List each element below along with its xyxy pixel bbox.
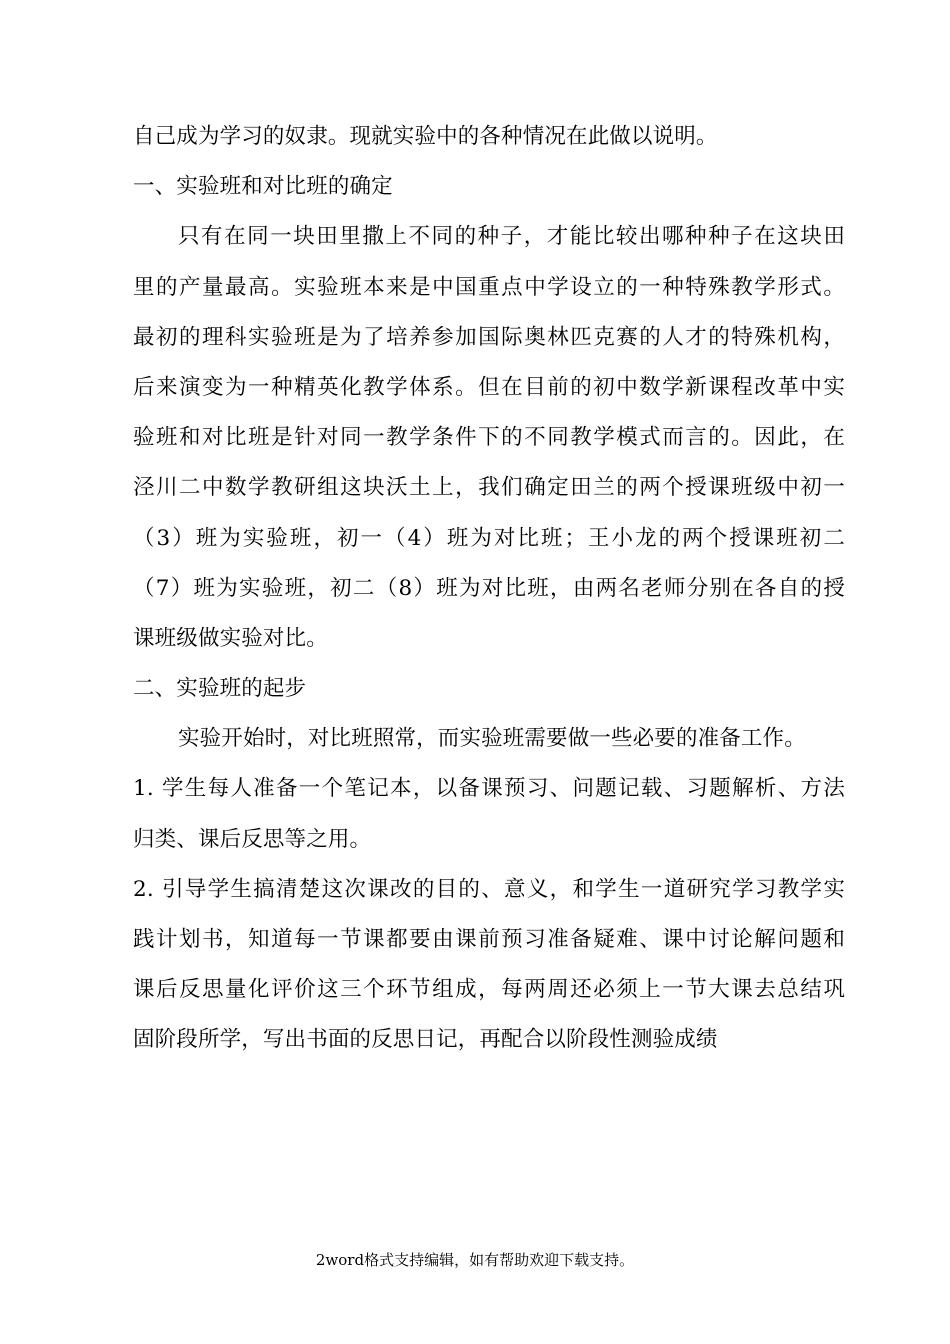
page-footer: 2word格式支持编辑，如有帮助欢迎下载支持。 [315,1251,635,1269]
text-line: 课班级做实验对比。 [133,625,328,651]
text-line: 泾川二中数学教研组这块沃土上，我们确定田兰的两个授课班级中初一 [133,475,845,501]
text-line: 后来演变为一种精英化教学体系。但在目前的初中数学新课程改革中实 [133,374,845,400]
text-line: 验班和对比班是针对同一教学条件下的不同教学模式而言的。因此，在 [133,425,845,451]
text-line: 一、实验班和对比班的确定 [133,174,393,200]
text-line: 二、实验班的起步 [133,676,307,702]
text-line: 1. 学生每人准备一个笔记本，以备课预习、问题记载、习题解析、方法 [133,776,845,802]
text-line: 归类、课后反思等之用。 [133,826,372,852]
text-line: 践计划书，知道每一节课都要由课前预习准备疑难、课中讨论解问题和 [133,927,845,952]
text-line: 2. 引导学生搞清楚这次课改的目的、意义，和学生一道研究学习教学实 [133,876,845,902]
document-body [133,112,845,1066]
text-line: 自己成为学习的奴隶。现就实验中的各种情况在此做以说明。 [133,124,718,149]
text-line: 只有在同一块田里撒上不同的种子，才能比较出哪种种子在这块田 [178,224,845,250]
text-line: 实验开始时，对比班照常，而实验班需要做一些必要的准备工作。 [178,726,806,752]
text-line: 课后反思量化评价这三个环节组成，每两周还必须上一节大课去总结巩 [133,977,845,1003]
text-line: （7）班为实验班，初二（8）班为对比班，由两名老师分别在各自的授 [133,575,845,601]
text-line: 固阶段所学，写出书面的反思日记，再配合以阶段性测验成绩 [133,1027,718,1053]
text-line: （3）班为实验班，初一（4）班为对比班；王小龙的两个授课班初二 [133,525,845,551]
text-line: 最初的理科实验班是为了培养参加国际奥林匹克赛的人才的特殊机构， [133,324,845,350]
text-line: 里的产量最高。实验班本来是中国重点中学设立的一种特殊教学形式。 [133,274,845,300]
